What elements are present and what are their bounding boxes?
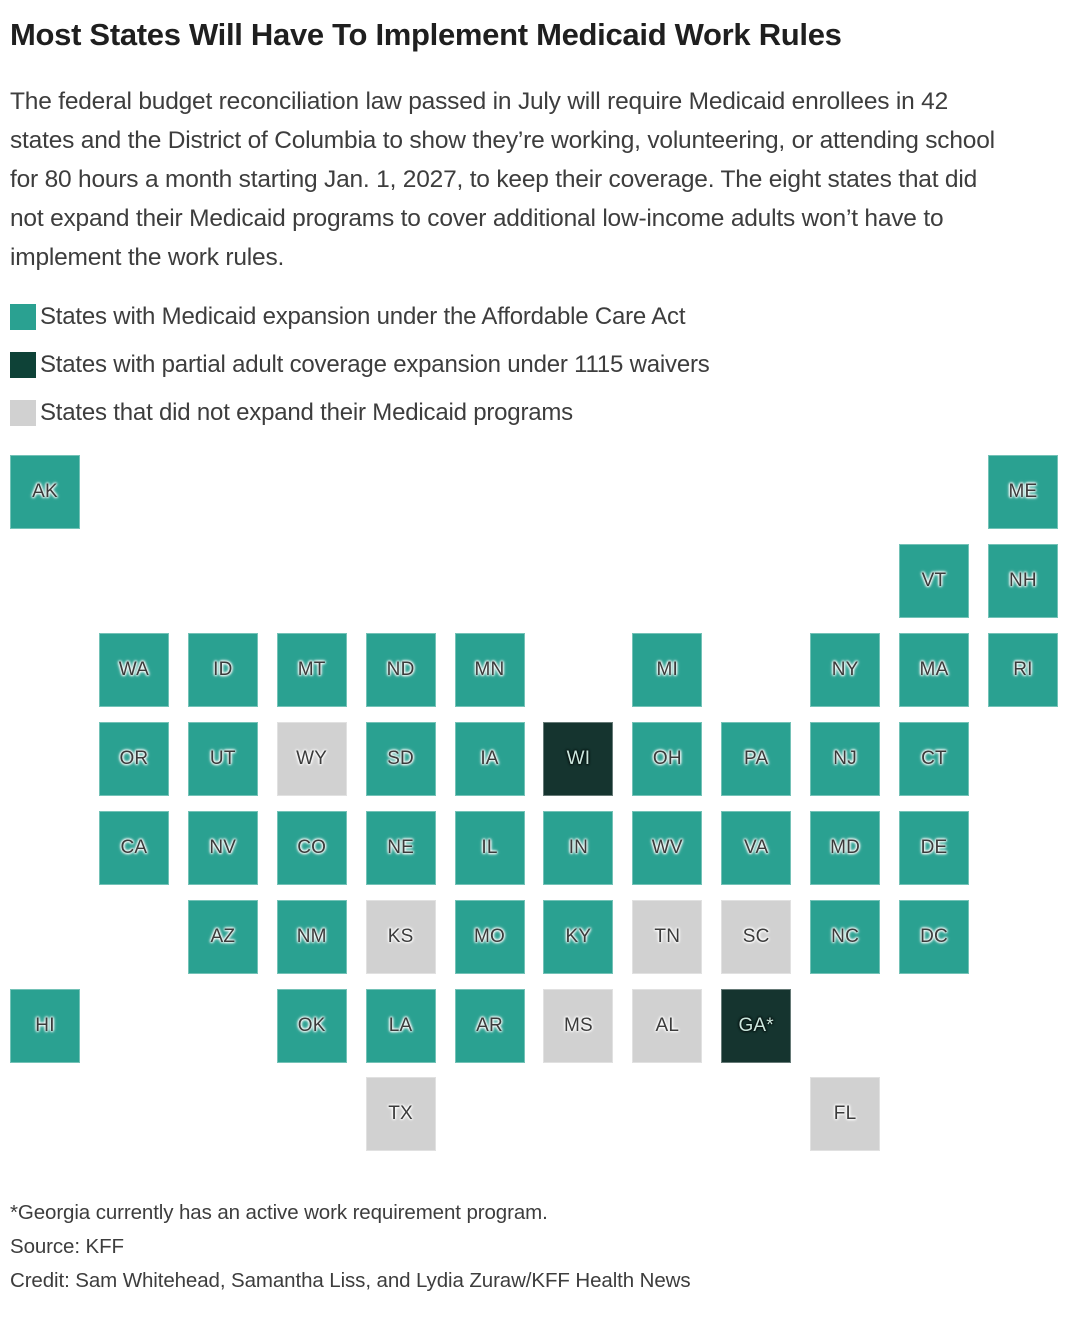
state-tile-label: OH (652, 747, 682, 769)
state-tile-ga (721, 989, 791, 1063)
state-tile-nm (277, 900, 347, 974)
state-tile-nj (810, 722, 880, 796)
state-tile-label: AK (32, 481, 58, 503)
state-tile-label: MS (563, 1014, 593, 1036)
state-tile-de (899, 811, 969, 885)
state-tile-label: VA (744, 836, 769, 858)
state-tile-label: NJ (833, 747, 857, 769)
state-tile-mi (632, 633, 702, 707)
state-tile-label: IN (568, 836, 589, 858)
state-tile-md (810, 811, 880, 885)
state-tile-label: MO (473, 925, 505, 947)
state-tile-label: DE (920, 836, 948, 858)
state-tile-label: IL (481, 836, 498, 858)
state-tile-label: MN (474, 658, 505, 680)
state-tile-ks (366, 900, 436, 974)
legend-item-expansion (10, 304, 1058, 330)
state-tile-dc (899, 900, 969, 974)
state-tile-label: SD (387, 747, 414, 769)
state-tile-label: NC (831, 925, 860, 947)
legend-label-partial: States with partial adult coverage expansion under 1115 waivers (40, 351, 710, 379)
state-tile-ia (455, 722, 525, 796)
state-tile-az (188, 900, 258, 974)
state-tile-wv (632, 811, 702, 885)
state-tile-nv (188, 811, 258, 885)
footnotes (10, 1196, 1058, 1298)
state-tile-id (188, 633, 258, 707)
state-tile-label: TN (654, 925, 681, 947)
state-tile-ny (810, 633, 880, 707)
legend-label-expansion: States with Medicaid expansion under the Affordable Care Act (40, 303, 686, 331)
state-tile-ne (366, 811, 436, 885)
chart-title: Most States Will Have To Implement Medicaid Work Rules (10, 17, 842, 52)
state-tile-label: AR (476, 1014, 503, 1036)
legend (10, 304, 1058, 426)
state-tile-hi (10, 989, 80, 1063)
state-tile-nc (810, 900, 880, 974)
legend-label-none: States that did not expand their Medicaid programs (40, 399, 573, 427)
state-tile-label: CA (120, 836, 148, 858)
state-tile-wy (277, 722, 347, 796)
state-tile-vt (899, 544, 969, 618)
state-tile-label: NE (387, 836, 414, 858)
state-tile-ar (455, 989, 525, 1063)
state-tile-label: ME (1008, 481, 1038, 503)
state-tile-label: WY (296, 747, 328, 769)
state-tile-oh (632, 722, 702, 796)
state-tile-nh (988, 544, 1058, 618)
state-tile-ok (277, 989, 347, 1063)
state-tile-label: AL (655, 1014, 680, 1036)
source-line: Source: KFF (10, 1235, 124, 1259)
state-tile-label: IA (480, 747, 499, 769)
state-tile-tx (366, 1077, 436, 1151)
state-tile-ak (10, 455, 80, 529)
state-tile-ky (543, 900, 613, 974)
state-tile-label: NM (296, 925, 327, 947)
state-tile-label: KY (565, 925, 592, 947)
state-tile-label: RI (1013, 658, 1033, 680)
state-tile-label: FL (833, 1103, 857, 1125)
state-tile-label: NY (831, 658, 859, 680)
legend-swatch-none (10, 400, 36, 426)
state-tile-va (721, 811, 791, 885)
state-tile-label: MI (656, 658, 679, 680)
state-tile-label: HI (35, 1014, 55, 1036)
state-tile-in (543, 811, 613, 885)
state-tile-co (277, 811, 347, 885)
state-tile-la (366, 989, 436, 1063)
state-tile-label: AZ (210, 925, 236, 947)
state-tile-il (455, 811, 525, 885)
state-tile-label: MT (297, 658, 326, 680)
state-tile-label: MA (919, 658, 949, 680)
state-tile-label: OR (119, 747, 149, 769)
tile-grid-map (10, 455, 1058, 1152)
chart-description: The federal budget reconciliation law passed in July will require Medicaid enrollees in 42 states and the District of Columbia to show they’re working, volunteering, or attending school for 80 hours a month starting Jan. 1, 2027, to keep their coverage. The eight states that did not expand their Medicaid programs to cover additional low-income adults won’t have to implement the work rules. (10, 88, 995, 272)
legend-swatch-partial (10, 352, 36, 378)
legend-swatch-expansion (10, 304, 36, 330)
state-tile-nd (366, 633, 436, 707)
state-tile-al (632, 989, 702, 1063)
state-tile-ma (899, 633, 969, 707)
state-tile-label: TX (388, 1103, 413, 1125)
state-tile-label: OK (297, 1014, 326, 1036)
state-tile-wi (543, 722, 613, 796)
legend-item-partial (10, 352, 1058, 378)
state-tile-pa (721, 722, 791, 796)
state-tile-ri (988, 633, 1058, 707)
state-tile-tn (632, 900, 702, 974)
state-tile-ut (188, 722, 258, 796)
footnote-georgia: *Georgia currently has an active work requirement program. (10, 1201, 548, 1225)
state-tile-ca (99, 811, 169, 885)
credit-line: Credit: Sam Whitehead, Samantha Liss, and Lydia Zuraw/KFF Health News (10, 1269, 691, 1293)
state-tile-mo (455, 900, 525, 974)
state-tile-label: ID (213, 658, 233, 680)
state-tile-sc (721, 900, 791, 974)
legend-item-none (10, 400, 1058, 426)
state-tile-label: CT (921, 747, 947, 769)
state-tile-wa (99, 633, 169, 707)
state-tile-or (99, 722, 169, 796)
state-tile-label: WI (566, 747, 591, 769)
state-tile-label: SC (742, 925, 770, 947)
state-tile-label: PA (744, 747, 769, 769)
state-tile-label: ND (386, 658, 415, 680)
state-tile-label: KS (387, 925, 414, 947)
state-tile-mt (277, 633, 347, 707)
state-tile-label: NV (209, 836, 237, 858)
state-tile-label: UT (209, 747, 236, 769)
state-tile-label: LA (388, 1014, 413, 1036)
state-tile-mn (455, 633, 525, 707)
state-tile-label: DC (920, 925, 948, 947)
state-tile-me (988, 455, 1058, 529)
state-tile-label: VT (921, 570, 947, 592)
state-tile-label: GA* (738, 1014, 774, 1036)
state-tile-fl (810, 1077, 880, 1151)
state-tile-ct (899, 722, 969, 796)
state-tile-label: NH (1008, 570, 1037, 592)
state-tile-ms (543, 989, 613, 1063)
state-tile-label: WV (651, 836, 683, 858)
state-tile-sd (366, 722, 436, 796)
state-tile-label: WA (118, 658, 150, 680)
state-tile-label: CO (297, 836, 327, 858)
state-tile-label: MD (830, 836, 861, 858)
